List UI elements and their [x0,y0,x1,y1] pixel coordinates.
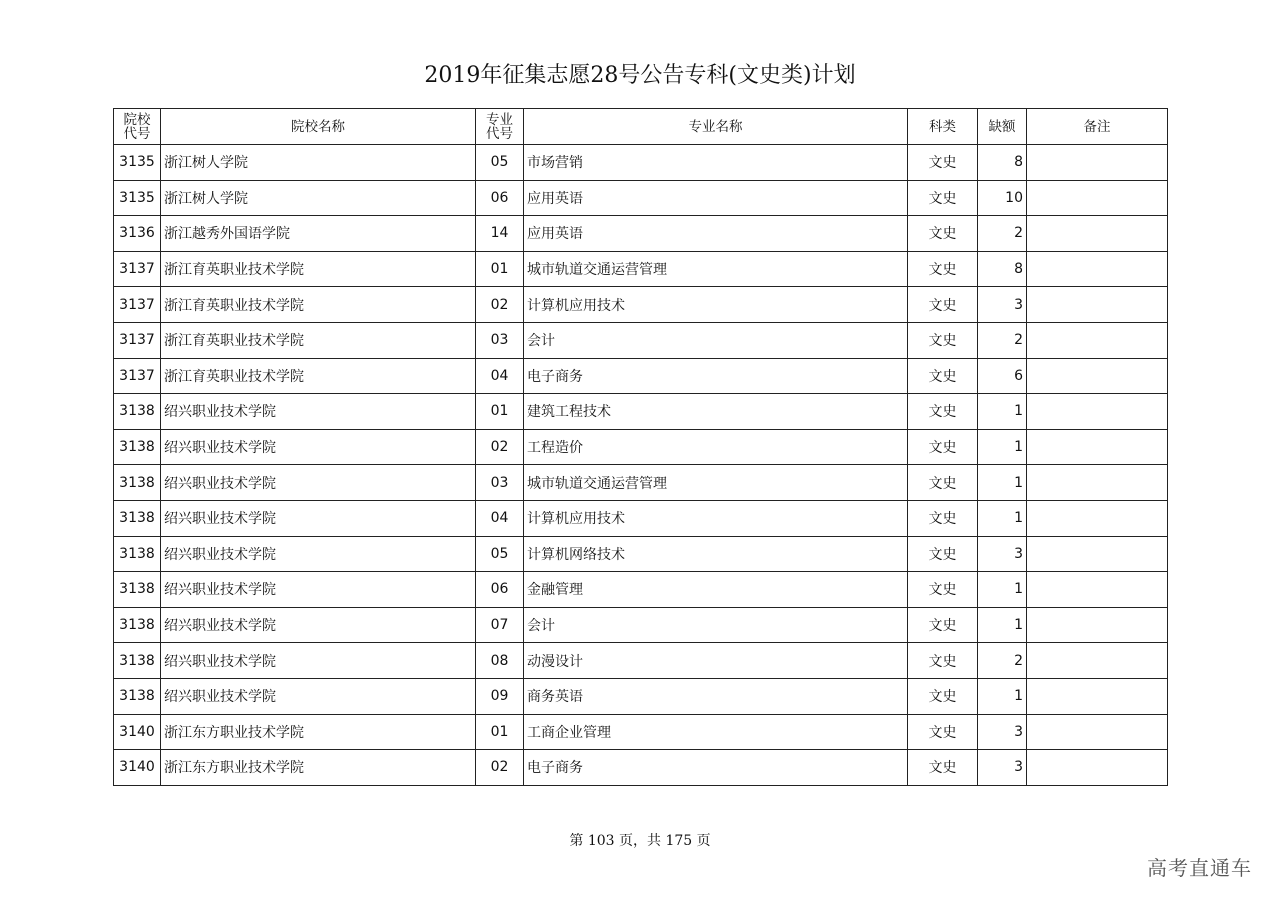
table-row [114,572,1168,608]
cell-remark [1027,145,1168,181]
cell-category: 文史 [908,500,978,536]
cell-school-name: 绍兴职业技术学院 [161,429,476,465]
cell-vacancy: 1 [978,394,1027,430]
cell-school-code: 3138 [114,572,161,608]
cell-school-name: 浙江育英职业技术学院 [161,358,476,394]
cell-major-name: 商务英语 [524,678,908,714]
cell-remark [1027,643,1168,679]
cell-vacancy: 1 [978,465,1027,501]
table-row [114,500,1168,536]
cell-school-name: 绍兴职业技术学院 [161,465,476,501]
header-major-code: 专业 代号 [476,109,524,145]
cell-major-name: 动漫设计 [524,643,908,679]
cell-major-code: 02 [476,750,524,786]
cell-school-name: 绍兴职业技术学院 [161,572,476,608]
cell-school-name: 浙江树人学院 [161,180,476,216]
cell-school-code: 3138 [114,394,161,430]
cell-school-code: 3137 [114,322,161,358]
cell-category: 文史 [908,465,978,501]
cell-major-code: 03 [476,465,524,501]
header-category: 科类 [908,109,978,145]
cell-category: 文史 [908,678,978,714]
cell-school-name: 绍兴职业技术学院 [161,643,476,679]
cell-major-code: 04 [476,500,524,536]
cell-school-name: 浙江东方职业技术学院 [161,714,476,750]
cell-major-code: 02 [476,429,524,465]
cell-remark [1027,465,1168,501]
cell-vacancy: 8 [978,145,1027,181]
cell-school-name: 浙江东方职业技术学院 [161,750,476,786]
header-vacancy: 缺额 [978,109,1027,145]
cell-remark [1027,678,1168,714]
cell-category: 文史 [908,216,978,252]
cell-major-code: 03 [476,322,524,358]
cell-remark [1027,216,1168,252]
cell-major-name: 电子商务 [524,358,908,394]
cell-major-name: 建筑工程技术 [524,394,908,430]
cell-school-name: 浙江越秀外国语学院 [161,216,476,252]
header-school-name: 院校名称 [161,109,476,145]
cell-major-name: 应用英语 [524,216,908,252]
cell-school-code: 3137 [114,358,161,394]
table-row [114,394,1168,430]
cell-school-code: 3138 [114,465,161,501]
table-row [114,216,1168,252]
cell-category: 文史 [908,180,978,216]
cell-major-name: 城市轨道交通运营管理 [524,465,908,501]
cell-major-name: 工商企业管理 [524,714,908,750]
watermark-text: 高考直通车 [1147,856,1252,880]
cell-remark [1027,287,1168,323]
cell-vacancy: 10 [978,180,1027,216]
cell-vacancy: 3 [978,536,1027,572]
header-remark: 备注 [1027,109,1168,145]
cell-major-code: 01 [476,714,524,750]
table-row [114,251,1168,287]
cell-school-name: 浙江育英职业技术学院 [161,251,476,287]
table-row [114,358,1168,394]
cell-remark [1027,180,1168,216]
cell-major-name: 电子商务 [524,750,908,786]
cell-school-code: 3136 [114,216,161,252]
cell-vacancy: 2 [978,216,1027,252]
cell-major-code: 06 [476,180,524,216]
cell-vacancy: 1 [978,572,1027,608]
cell-vacancy: 1 [978,429,1027,465]
cell-remark [1027,607,1168,643]
cell-school-code: 3137 [114,287,161,323]
cell-category: 文史 [908,251,978,287]
header-major-name: 专业名称 [524,109,908,145]
cell-school-name: 浙江育英职业技术学院 [161,287,476,323]
cell-vacancy: 3 [978,750,1027,786]
cell-major-code: 02 [476,287,524,323]
cell-major-code: 09 [476,678,524,714]
table-row [114,287,1168,323]
cell-category: 文史 [908,287,978,323]
cell-school-name: 绍兴职业技术学院 [161,678,476,714]
cell-school-name: 浙江育英职业技术学院 [161,322,476,358]
cell-major-name: 计算机应用技术 [524,287,908,323]
table-row [114,714,1168,750]
cell-major-name: 会计 [524,607,908,643]
table-body [114,145,1168,786]
cell-vacancy: 2 [978,322,1027,358]
cell-major-name: 工程造价 [524,429,908,465]
cell-major-code: 04 [476,358,524,394]
cell-school-code: 3138 [114,500,161,536]
cell-major-name: 市场营销 [524,145,908,181]
cell-school-code: 3138 [114,429,161,465]
table-row [114,180,1168,216]
cell-remark [1027,714,1168,750]
table-row [114,145,1168,181]
table-row [114,322,1168,358]
cell-school-name: 绍兴职业技术学院 [161,607,476,643]
cell-major-code: 01 [476,394,524,430]
cell-vacancy: 2 [978,643,1027,679]
table-row [114,429,1168,465]
cell-major-code: 08 [476,643,524,679]
cell-vacancy: 6 [978,358,1027,394]
cell-vacancy: 8 [978,251,1027,287]
cell-major-code: 06 [476,572,524,608]
cell-school-name: 浙江树人学院 [161,145,476,181]
cell-school-code: 3140 [114,750,161,786]
cell-remark [1027,500,1168,536]
cell-remark [1027,251,1168,287]
header-school-code: 院校 代号 [114,109,161,145]
cell-school-code: 3135 [114,145,161,181]
page-title: 2019年征集志愿28号公告专科(文史类)计划 [424,63,856,88]
table-row [114,750,1168,786]
cell-vacancy: 1 [978,607,1027,643]
cell-school-code: 3138 [114,678,161,714]
cell-major-name: 计算机网络技术 [524,536,908,572]
cell-major-code: 05 [476,536,524,572]
cell-school-name: 绍兴职业技术学院 [161,394,476,430]
cell-vacancy: 1 [978,678,1027,714]
cell-major-name: 城市轨道交通运营管理 [524,251,908,287]
table-row [114,678,1168,714]
table-header-row [114,109,1168,145]
cell-school-code: 3138 [114,536,161,572]
cell-vacancy: 3 [978,714,1027,750]
cell-school-name: 绍兴职业技术学院 [161,536,476,572]
cell-category: 文史 [908,714,978,750]
cell-category: 文史 [908,322,978,358]
page-footer: 第 103 页，共 175 页 [569,833,711,849]
cell-category: 文史 [908,394,978,430]
cell-category: 文史 [908,643,978,679]
cell-major-code: 07 [476,607,524,643]
cell-remark [1027,750,1168,786]
cell-category: 文史 [908,429,978,465]
cell-category: 文史 [908,536,978,572]
cell-category: 文史 [908,358,978,394]
cell-remark [1027,572,1168,608]
cell-school-code: 3137 [114,251,161,287]
table-row [114,465,1168,501]
cell-remark [1027,429,1168,465]
cell-major-code: 05 [476,145,524,181]
cell-major-code: 01 [476,251,524,287]
cell-remark [1027,394,1168,430]
cell-vacancy: 1 [978,500,1027,536]
cell-major-code: 14 [476,216,524,252]
cell-category: 文史 [908,572,978,608]
cell-major-name: 金融管理 [524,572,908,608]
cell-category: 文史 [908,607,978,643]
cell-remark [1027,322,1168,358]
table-row [114,607,1168,643]
cell-category: 文史 [908,750,978,786]
cell-school-code: 3138 [114,643,161,679]
cell-school-code: 3138 [114,607,161,643]
cell-major-name: 应用英语 [524,180,908,216]
table-row [114,643,1168,679]
cell-remark [1027,358,1168,394]
admission-plan-table [113,108,1168,786]
cell-school-code: 3140 [114,714,161,750]
cell-vacancy: 3 [978,287,1027,323]
cell-category: 文史 [908,145,978,181]
cell-major-name: 会计 [524,322,908,358]
table-row [114,536,1168,572]
cell-major-name: 计算机应用技术 [524,500,908,536]
cell-school-code: 3135 [114,180,161,216]
cell-school-name: 绍兴职业技术学院 [161,500,476,536]
cell-remark [1027,536,1168,572]
